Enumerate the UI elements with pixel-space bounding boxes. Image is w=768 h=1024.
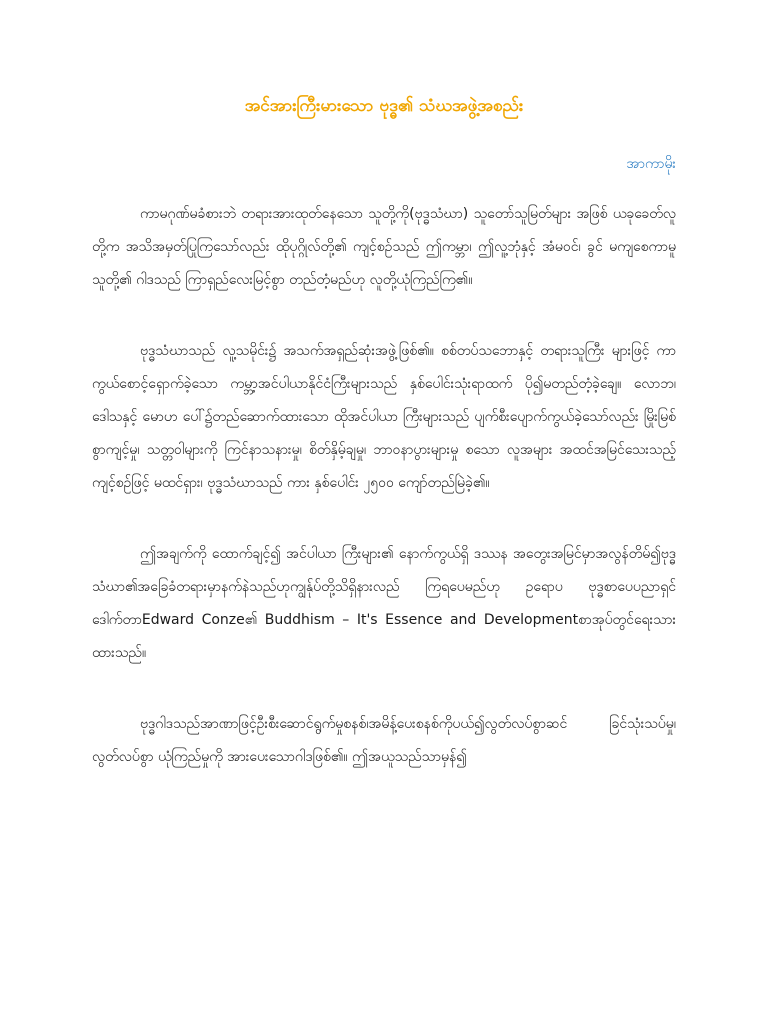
paragraph-4: ဗုဒ္ဓဂါဒသည်အာဏာဖြင့်ဦးစီးဆောင်ရွက်မှုစနစ်၊အမိန့်ပေးစနစ်ကိုပယ်၍လွတ်လပ်စွာဆင် ခြင်သုံးသပ်မှု၊ လွတ်လပ်စွာ ယုံကြည်မှုကို အားပေးသောဂါဒဖြစ်၏။ ဤအယူသည်သာမှန်၍ — [92, 716, 676, 765]
paragraph-2: ဗုဒ္ဓသံဃာသည် လူ့သမိုင်း၌ အသက်အရှည်ဆုံးအဖွဲ့ဖြစ်၏။ စစ်တပ်သဘောနှင့် တရားသူကြီး များဖြင့် ကာကွယ်စောင့်ရှောက်ခဲ့သော ကမ္ဘာ့အင်ပါယာနိုင်ငံကြီးများသည် နှစ်ပေါင်းသုံးရာထက် ပို၍မတည်တံ့ခဲ့ချေ။ လောဘ၊ ဒေါသနှင့် မောဟ ပေါ်၌တည်ဆောက်ထားသော ထိုအင်ပါယာ ကြီးများသည် ပျက်စီးပျောက်ကွယ်ခဲ့သော်လည်း မြိုးမြစ်စွာကျင့်မှု၊ သတ္တဝါများကို ကြင်နာသနားမှု၊ စိတ်နှိမ့်ချမှု၊ ဘာဝနာပွားများမှု စသော လူအများ အထင်အမြင်သေးသည့်ကျင့်စဉ်ဖြင့် မထင်ရှား၊ ဗုဒ္ဓသံဃာသည် ကား နှစ်ပေါင်း ၂၅၀၀ ကျော်တည်မြဲခဲ့၏။ — [92, 343, 676, 491]
paragraph-3: ဤအချက်ကို ထောက်ချင့်၍ အင်ပါယာ ကြီးများ၏ နောက်ကွယ်ရှိ ဒဿန အတွေးအမြင်မှာအလွန်တိမ်၍ဗုဒ္ဓသံဃာ၏အခြေခံတရားမှာနက်နဲသည်ဟုကျွန်ုပ်တို့သိရှိနားလည် ကြရပေမည်ဟု ဥရောပ ဗုဒ္ဓစာပေပညာရှင် ဒေါက်တာEdward Conze၏ Buddhism – It's Essence and Developmentစာအုပ်တွင်ရေးသားထားသည်။ — [92, 546, 676, 661]
paragraph-1: ကာမဂုဏ်မခံစားဘဲ တရားအားထုတ်နေသော သူတို့ကို(ဗုဒ္ဓသံဃာ) သူတော်သူမြတ်များ အဖြစ် ယခုခေတ်လူတို့က အသိအမှတ်ပြုကြသော်လည်း ထိုပုဂ္ဂိုလ်တို့၏ ကျင့်စဉ်သည် ဤကမ္ဘာ၊ ဤလူ့ဘုံနှင့် အံမဝင်၊ ခွင် မကျစေကာမူ သူတို့၏ ဂါဒသည် ကြာရှည်လေးမြင့်စွာ တည်တံ့မည်ဟု လူတို့ယုံကြည်ကြ၏။ — [92, 206, 676, 288]
document-title: အင်အားကြီးမားသော ဗုဒ္ဓ၏ သံဃအဖွဲ့အစည်း — [244, 96, 524, 116]
document-body — [92, 198, 676, 812]
document-author: အာကာမိုး — [626, 156, 676, 172]
